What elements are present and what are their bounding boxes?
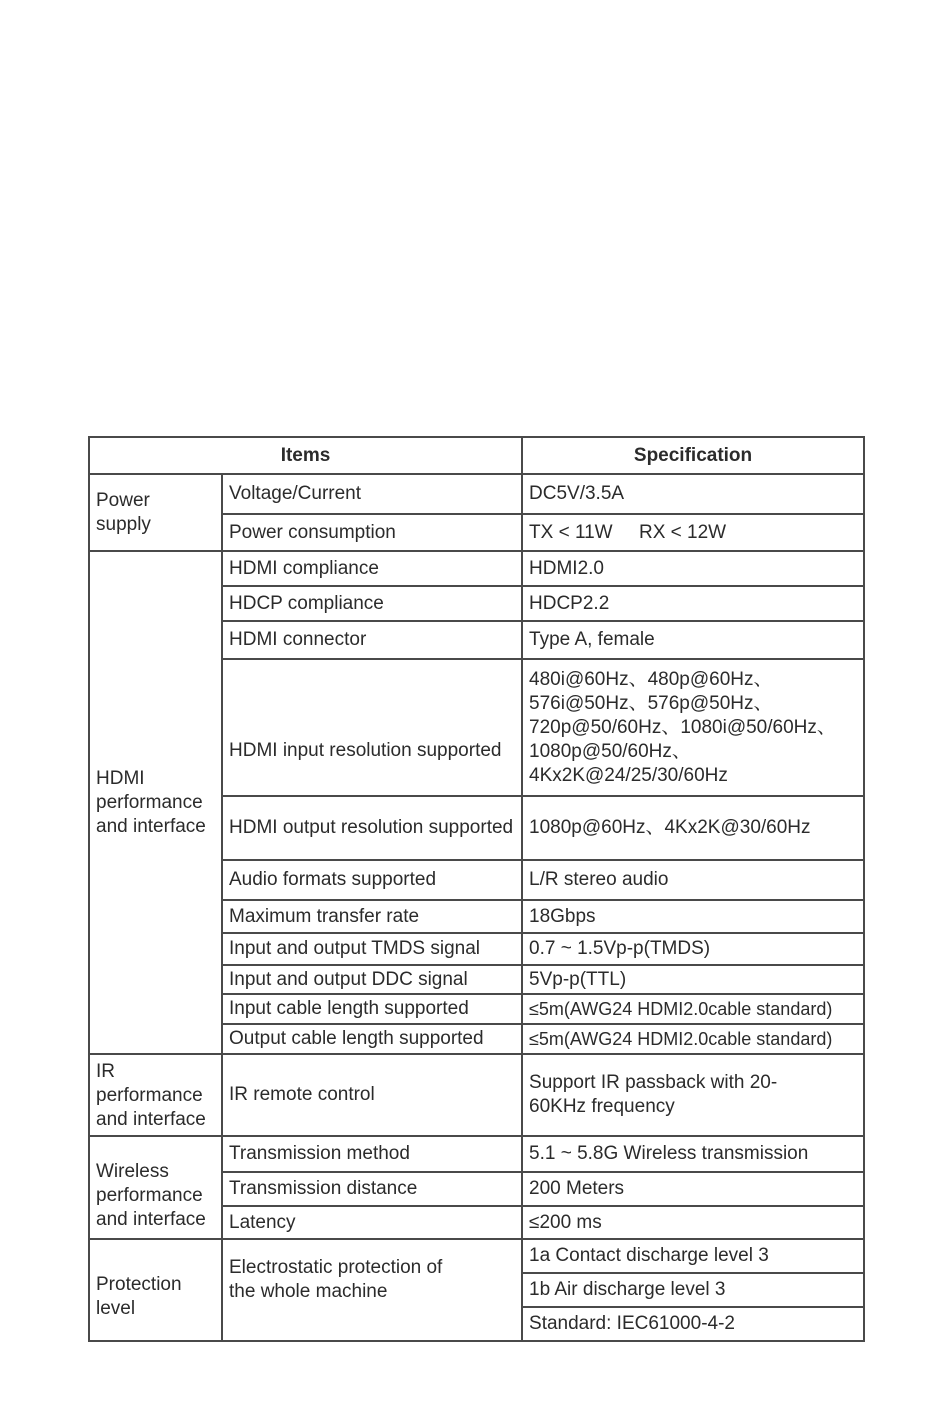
header-row <box>89 437 864 474</box>
item-cell: HDCP compliance <box>222 586 522 621</box>
item-cell: IR remote control <box>222 1054 522 1136</box>
item-cell: Output cable length supported <box>222 1024 522 1054</box>
specification-table <box>88 436 865 1342</box>
spec-cell: 1b Air discharge level 3 <box>522 1273 864 1307</box>
spec-cell: 480i@60Hz、480p@60Hz、576i@50Hz、576p@50Hz、720p@50/60Hz、1080i@50/60Hz、1080p@50/60Hz、4Kx2K@24/25/30/60Hz <box>522 659 864 796</box>
item-cell: Input cable length supported <box>222 994 522 1024</box>
spec-cell: 1a Contact discharge level 3 <box>522 1239 864 1273</box>
spec-cell: 1080p@60Hz、4Kx2K@30/60Hz <box>522 796 864 860</box>
item-cell: Electrostatic protection of the whole machine <box>222 1239 522 1341</box>
table-row <box>89 551 864 586</box>
spec-cell: 18Gbps <box>522 900 864 933</box>
spec-cell: Type A, female <box>522 621 864 659</box>
category-wireless: Wireless performance and interface <box>89 1136 222 1239</box>
item-cell: Audio formats supported <box>222 860 522 900</box>
item-cell: Input and output DDC signal <box>222 965 522 994</box>
table-row <box>89 1054 864 1136</box>
item-cell: HDMI input resolution supported <box>222 659 522 796</box>
spec-cell: ≤5m(AWG24 HDMI2.0cable standard) <box>522 994 864 1024</box>
item-cell: Transmission method <box>222 1136 522 1172</box>
spec-cell: ≤5m(AWG24 HDMI2.0cable standard) <box>522 1024 864 1054</box>
spec-cell: Standard: IEC61000-4-2 <box>522 1307 864 1341</box>
spec-cell: 5.1 ~ 5.8G Wireless transmission <box>522 1136 864 1172</box>
specification-header: Specification <box>522 437 864 474</box>
category-protection: Protection level <box>89 1239 222 1341</box>
spec-cell: Support IR passback with 20-60KHz frequency <box>522 1054 864 1136</box>
item-cell: Transmission distance <box>222 1172 522 1206</box>
item-cell: HDMI compliance <box>222 551 522 586</box>
item-cell: HDMI connector <box>222 621 522 659</box>
spec-cell: HDCP2.2 <box>522 586 864 621</box>
table-row <box>89 1136 864 1172</box>
items-header: Items <box>89 437 522 474</box>
item-cell: Power consumption <box>222 514 522 551</box>
spec-cell: TX < 11W RX < 12W <box>522 514 864 551</box>
spec-cell: DC5V/3.5A <box>522 474 864 514</box>
category-power-supply: Power supply <box>89 474 222 551</box>
table-row <box>89 474 864 514</box>
item-cell: HDMI output resolution supported <box>222 796 522 860</box>
item-cell: Maximum transfer rate <box>222 900 522 933</box>
spec-cell: HDMI2.0 <box>522 551 864 586</box>
spec-cell: L/R stereo audio <box>522 860 864 900</box>
table-row <box>89 1239 864 1273</box>
item-cell: Latency <box>222 1206 522 1239</box>
spec-cell: 5Vp-p(TTL) <box>522 965 864 994</box>
spec-cell: 200 Meters <box>522 1172 864 1206</box>
spec-cell: ≤200 ms <box>522 1206 864 1239</box>
category-ir: IR performance and interface <box>89 1054 222 1136</box>
item-cell: Voltage/Current <box>222 474 522 514</box>
item-cell: Input and output TMDS signal <box>222 933 522 965</box>
category-hdmi: HDMI performance and interface <box>89 551 222 1054</box>
spec-cell: 0.7 ~ 1.5Vp-p(TMDS) <box>522 933 864 965</box>
